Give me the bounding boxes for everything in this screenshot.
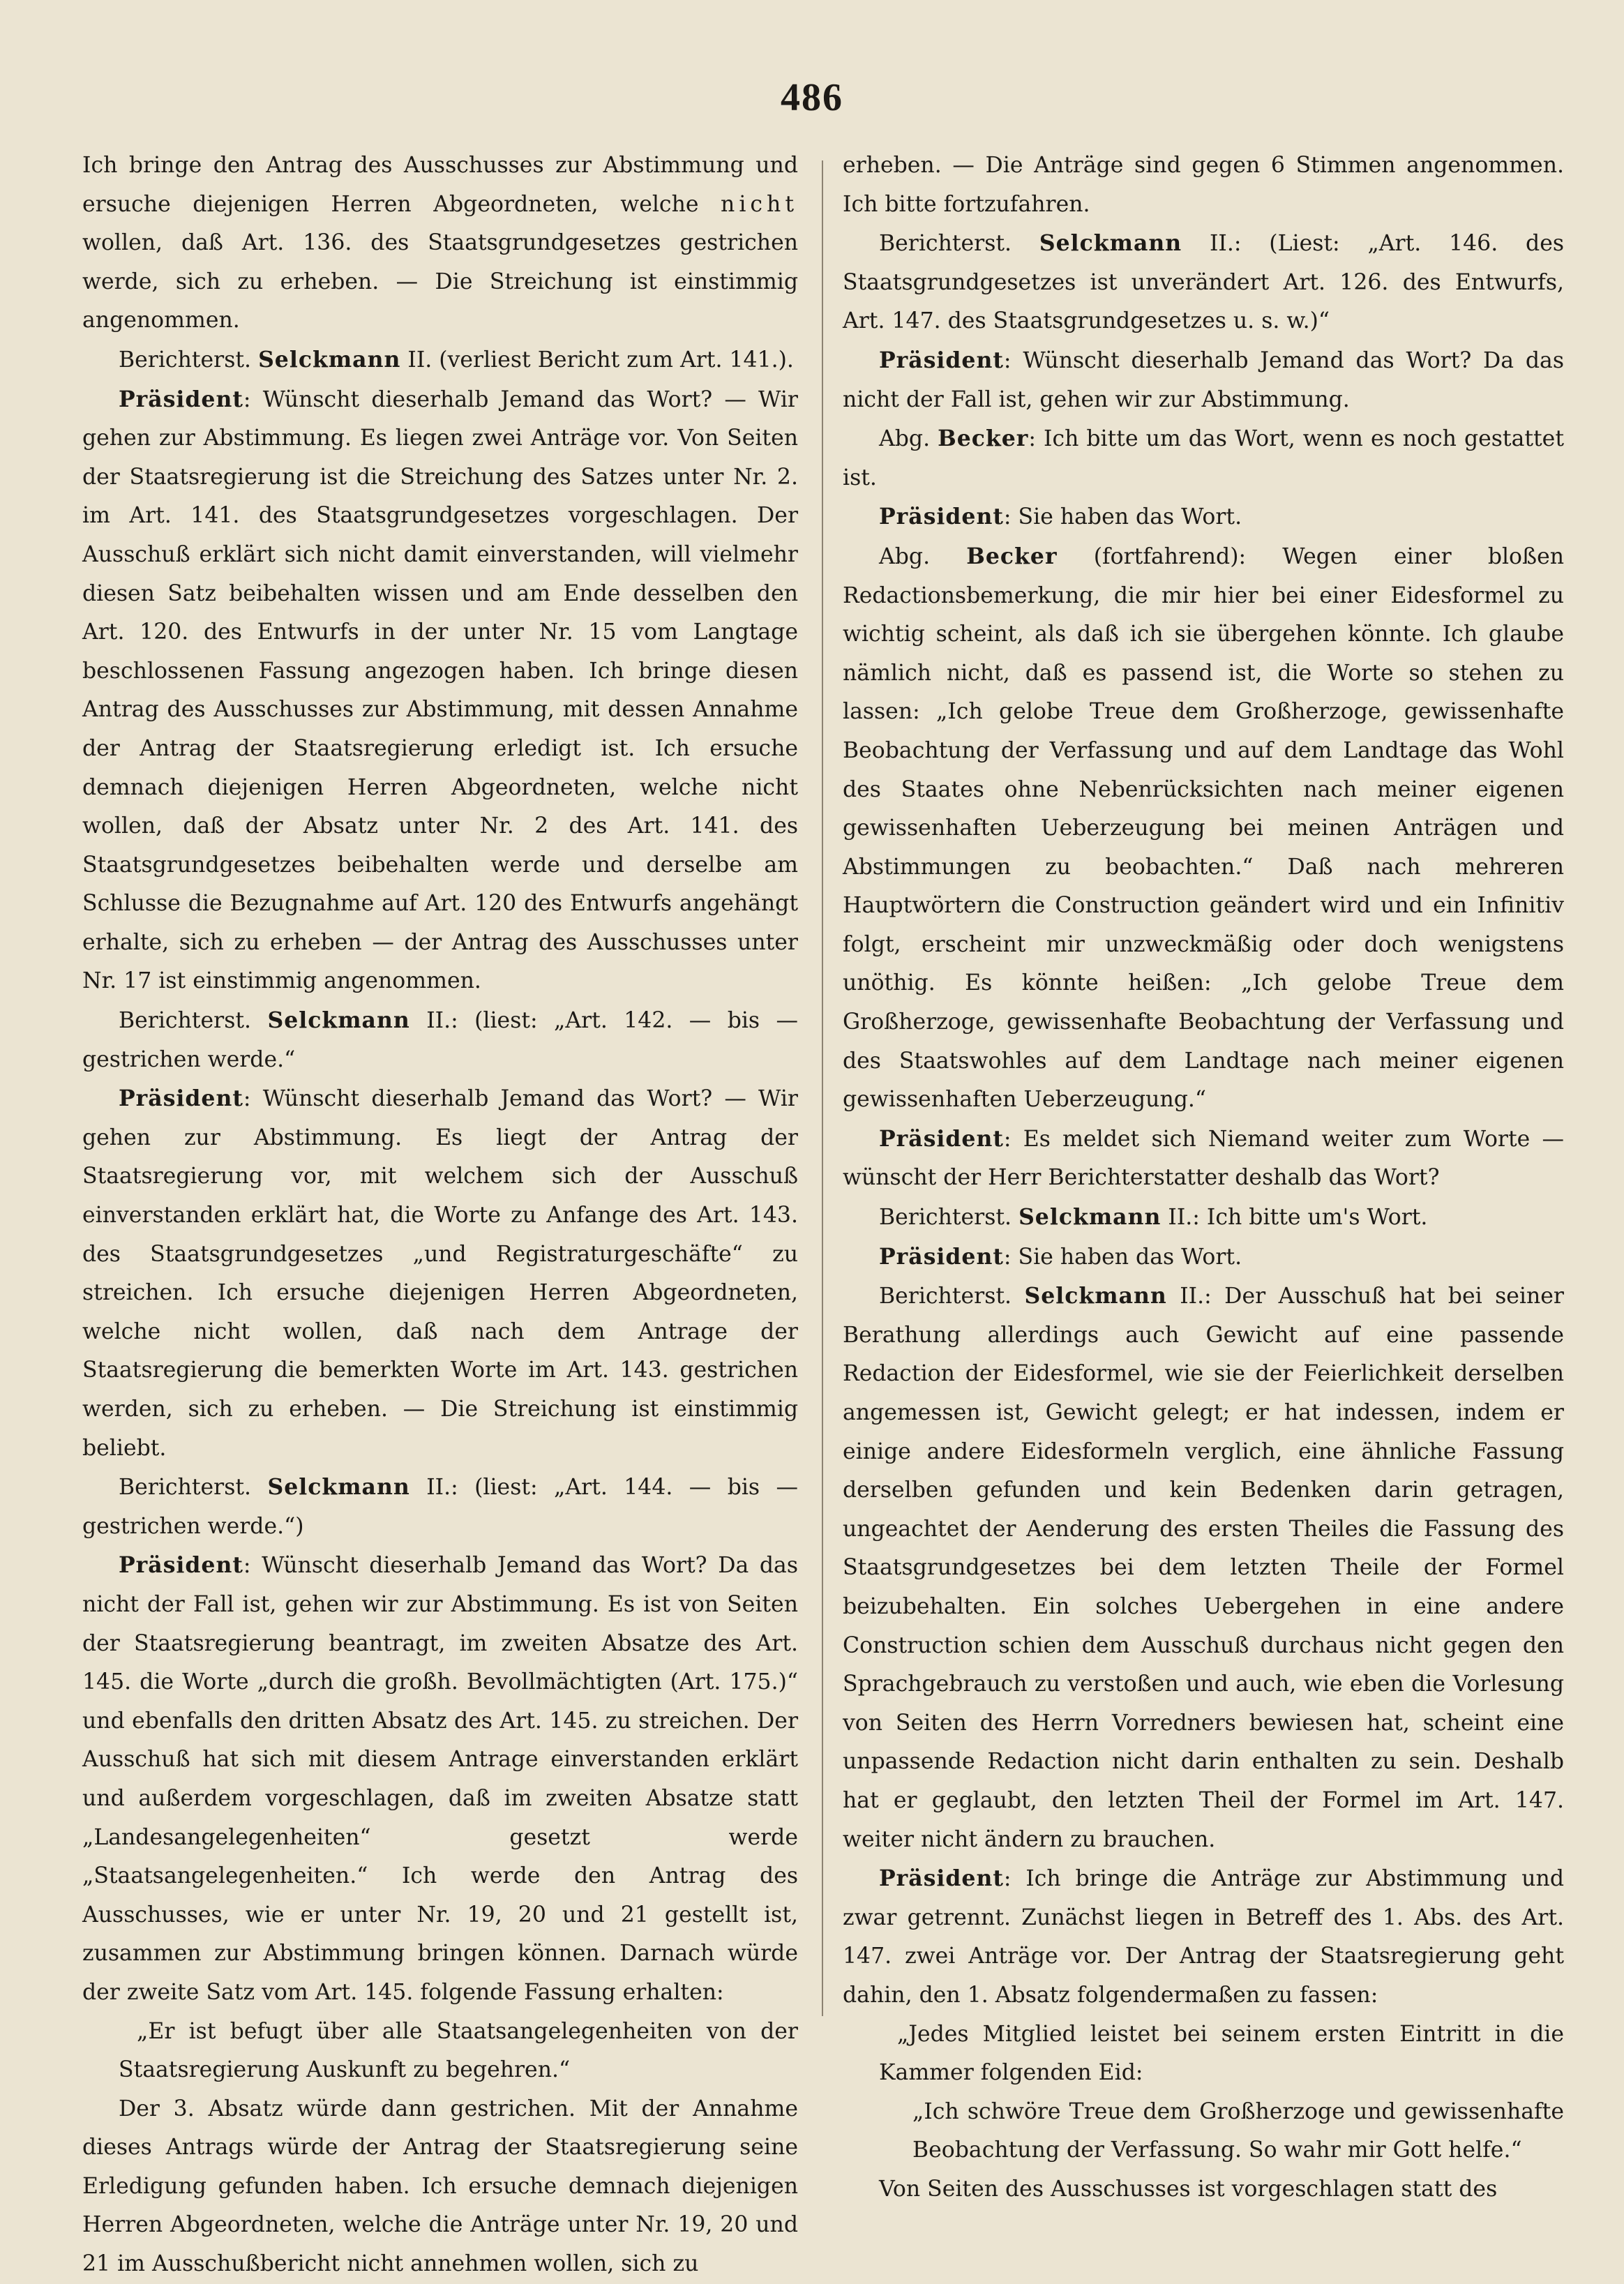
- speaker-name: Präsident: [119, 1085, 243, 1112]
- paragraph-text: II.: Ich bitte um's Wort.: [1161, 1205, 1428, 1231]
- paragraph: [843, 419, 1564, 497]
- right-column: [843, 146, 1564, 2209]
- paragraph-text: Ich bringe den Antrag des Ausschusses zur Abstimmung und ersuche diejenigen Herren Abgeordneten, welche: [82, 153, 798, 217]
- paragraph: [843, 497, 1564, 537]
- paragraph: [843, 1277, 1564, 1859]
- speaker-name: Präsident: [119, 1552, 243, 1579]
- speaker-name: Präsident: [119, 386, 243, 412]
- paragraph-text: : Ich bitte um das Wort, wenn es noch gestattet ist.: [843, 426, 1564, 490]
- speaker-name: Selckmann: [1018, 1204, 1161, 1231]
- paragraph-text: „Ich schwöre Treue dem Großherzoge und gewissenhafte Beobachtung der Verfassung. So wahr mir Gott helfe.“: [912, 2098, 1564, 2163]
- paragraph-text: Berichterst.: [119, 1475, 268, 1501]
- paragraph: [82, 1079, 798, 1468]
- paragraph-text: : Sie haben das Wort.: [1003, 1244, 1242, 1270]
- paragraph: [843, 146, 1564, 224]
- column-divider: [822, 160, 823, 2016]
- paragraph: [82, 1546, 798, 2012]
- paragraph-text: II.: (liest: „Art. 142. — bis — gestrichen werde.“: [82, 1008, 798, 1072]
- speaker-name: Präsident: [879, 1865, 1004, 1892]
- emphasized-text: nicht: [721, 191, 798, 217]
- paragraph-text: Berichterst.: [119, 347, 259, 373]
- speaker-name: Selckmann: [267, 1474, 410, 1501]
- paragraph-text: erheben. — Die Anträge sind gegen 6 Stimmen angenommen. Ich bitte fortzufahren.: [843, 153, 1564, 217]
- paragraph-text: Der 3. Absatz würde dann gestrichen. Mit der Annahme dieses Antrags würde der Antrag der Staatsregierung seine Erledigung gefunden haben. Ich ersuche demnach diejenigen Herren Abgeordneten, welche die Anträge unter Nr. 19, 20 und 21 im Ausschußbericht nicht annehmen wollen, sich zu: [82, 2096, 798, 2277]
- speaker-name: Becker: [966, 543, 1058, 569]
- speaker-name: Selckmann: [1039, 230, 1182, 257]
- paragraph-text: „Jedes Mitglied leistet bei seinem ersten Eintritt in die Kammer folgenden Eid:: [879, 2021, 1564, 2086]
- paragraph-text: Abg.: [879, 426, 938, 452]
- paragraph: [82, 380, 798, 1002]
- page-number: 486: [781, 76, 843, 119]
- speaker-name: Präsident: [879, 1125, 1004, 1152]
- paragraph-text: „Er ist befugt über alle Staatsangelegenheiten von der Staatsregierung Auskunft zu begehren.“: [119, 2018, 798, 2083]
- paragraph: [82, 2090, 798, 2284]
- paragraph: [843, 224, 1564, 341]
- paragraph-text: Berichterst.: [879, 231, 1039, 257]
- paragraph-text: II. (verliest Bericht zum Art. 141.).: [400, 347, 794, 373]
- paragraph-text: : Ich bringe die Anträge zur Abstimmung und zwar getrennt. Zunächst liegen in Betreff des 1. Abs. des Art. 147. zwei Anträge vor. Der Antrag der Staatsregierung geht dahin, den 1. Absatz folgendermaßen zu fassen:: [843, 1866, 1564, 2008]
- paragraph: [82, 2013, 798, 2090]
- paragraph-text: Berichterst.: [119, 1008, 268, 1034]
- speaker-name: Präsident: [879, 1243, 1004, 1270]
- left-column: [82, 146, 798, 2284]
- paragraph-text: II.: (liest: „Art. 144. — bis — gestrichen werde.“): [82, 1475, 798, 1539]
- paragraph-text: Abg.: [879, 543, 967, 569]
- paragraph-text: : Wünscht dieserhalb Jemand das Wort? Da das nicht der Fall ist, gehen wir zur Abstimmung.: [843, 347, 1564, 412]
- paragraph: [82, 146, 798, 340]
- paragraph: [843, 537, 1564, 1120]
- paragraph-text: : Wünscht dieserhalb Jemand das Wort? Da das nicht der Fall ist, gehen wir zur Abstimmung. Es ist von Seiten der Staatsregierung beantragt, im zweiten Absatze des Art. 145. die Worte „durch die großh. Bevollmächtigten (Art. 175.)“ und ebenfalls den dritten Absatz des Art. 145. zu streichen. Der Ausschuß hat sich mit diesem Antrage einverstanden erklärt und außerdem vorgeschlagen, daß im zweiten Absatze statt „Landesangelegenheiten“ gesetzt werde „Staatsangelegenheiten.“ Ich werde den Antrag des Ausschusses, wie er unter Nr. 19, 20 und 21 gestellt ist, zusammen zur Abstimmung bringen können. Darnach würde der zweite Satz vom Art. 145. folgende Fassung erhalten:: [82, 1553, 798, 2005]
- paragraph: [843, 1198, 1564, 1238]
- paragraph-text: : Wünscht dieserhalb Jemand das Wort? — Wir gehen zur Abstimmung. Es liegt der Antrag der Staatsregierung vor, mit welchem sich der Ausschuß einverstanden erklärt hat, die Worte zu Anfange des Art. 143. des Staatsgrundgesetzes „und Registraturgeschäfte“ zu streichen. Ich ersuche diejenigen Herren Abgeordneten, welche nicht wollen, daß nach dem Antrage der Staatsregierung die bemerkten Worte im Art. 143. gestrichen werden, sich zu erheben. — Die Streichung ist einstimmig beliebt.: [82, 1086, 798, 1461]
- speaker-name: Selckmann: [1024, 1283, 1167, 1309]
- paragraph-text: II.: (Liest: „Art. 146. des Staatsgrundgesetzes ist unverändert Art. 126. des Entwurfs, Art. 147. des Staatsgrundgesetzes u. s. w.)“: [843, 231, 1564, 334]
- speaker-name: Selckmann: [258, 346, 401, 373]
- paragraph: [843, 1120, 1564, 1198]
- paragraph: [843, 2170, 1564, 2209]
- paragraph: [843, 2015, 1564, 2093]
- paragraph-text: II.: Der Ausschuß hat bei seiner Berathung allerdings auch Gewicht auf eine passende Redaction der Eidesformel, wie sie der Feierlichkeit derselben angemessen ist, Gewicht gelegt; er hat indessen, indem er einige andere Eidesformeln verglich, eine ähnliche Fassung derselben gefunden und kein Bedenken darin getragen, ungeachtet der Aenderung des ersten Theiles die Fassung des Staatsgrundgesetzes bei dem letzten Theile der Formel beizubehalten. Ein solches Uebergehen in eine andere Construction schien dem Ausschuß durchaus nicht gegen den Sprachgebrauch zu verstoßen und auch, wie eben die Vorlesung von Seiten des Herrn Vorredners bewiesen hat, scheint eine unpassende Redaction nicht darin enthalten zu sein. Deshalb hat er geglaubt, den letzten Theil der Formel im Art. 147. weiter nicht ändern zu brauchen.: [843, 1284, 1564, 1852]
- paragraph: [843, 2093, 1564, 2170]
- paragraph-text: : Es meldet sich Niemand weiter zum Worte — wünscht der Herr Berichterstatter deshalb das Wort?: [843, 1126, 1564, 1191]
- paragraph: [843, 1238, 1564, 1277]
- speaker-name: Selckmann: [267, 1007, 410, 1034]
- paragraph-text: : Wünscht dieserhalb Jemand das Wort? — Wir gehen zur Abstimmung. Es liegen zwei Anträge vor. Von Seiten der Staatsregierung ist die Streichung des Satzes unter Nr. 2. im Art. 141. des Staatsgrundgesetzes vorgeschlagen. Der Ausschuß erklärt sich nicht damit einverstanden, will vielmehr diesen Satz beibehalten wissen und am Ende desselben den Art. 120. des Entwurfs in der unter Nr. 15 vom Langtage beschlossenen Fassung angezogen haben. Ich bringe diesen Antrag des Ausschusses zur Abstimmung, mit dessen Annahme der Antrag der Staatsregierung erledigt ist. Ich ersuche demnach diejenigen Herren Abgeordneten, welche nicht wollen, daß der Absatz unter Nr. 2 des Art. 141. des Staatsgrundgesetzes beibehalten werde und derselbe am Schlusse die Bezugnahme auf Art. 120 des Entwurfs angehängt erhalte, sich zu erheben — der Antrag des Ausschusses unter Nr. 17 ist einstimmig angenommen.: [82, 386, 798, 994]
- speaker-name: Präsident: [879, 347, 1004, 373]
- paragraph-text: Berichterst.: [879, 1205, 1019, 1231]
- speaker-name: Becker: [938, 426, 1029, 452]
- paragraph: [82, 1468, 798, 1546]
- paragraph-text: Berichterst.: [879, 1284, 1025, 1309]
- paragraph-text: : Sie haben das Wort.: [1003, 504, 1242, 530]
- speaker-name: Präsident: [879, 504, 1004, 530]
- paragraph: [82, 1001, 798, 1079]
- paragraph: [843, 341, 1564, 419]
- paragraph: [843, 1859, 1564, 2015]
- paragraph: [82, 340, 798, 380]
- paragraph-text: Von Seiten des Ausschusses ist vorgeschlagen statt des: [879, 2176, 1498, 2202]
- paragraph-text: wollen, daß Art. 136. des Staatsgrundgesetzes gestrichen werde, sich zu erheben. — Die Streichung ist einstimmig angenommen.: [82, 230, 798, 333]
- paragraph-text: (fortfahrend): Wegen einer bloßen Redactionsbemerkung, die mir hier bei einer Eidesformel zu wichtig scheint, als daß ich sie übergehen könnte. Ich glaube nämlich nicht, daß es passend ist, die Worte so stehen zu lassen: „Ich gelobe Treue dem Großherzoge, gewissenhafte Beobachtung der Verfassung und auf dem Landtage das Wohl des Staates ohne Nebenrücksichten nach meiner eigenen gewissenhaften Ueberzeugung bei meinen Anträgen und Abstimmungen zu beobachten.“ Daß nach mehreren Hauptwörtern die Construction geändert wird und ein Infinitiv folgt, erscheint mir unzweckmäßig oder doch wenigstens unöthig. Es könnte heißen: „Ich gelobe Treue dem Großherzoge, gewissenhafte Beobachtung der Verfassung und des Staatswohles auf dem Landtage nach meiner eigenen gewissenhaften Ueberzeugung.“: [843, 543, 1564, 1113]
